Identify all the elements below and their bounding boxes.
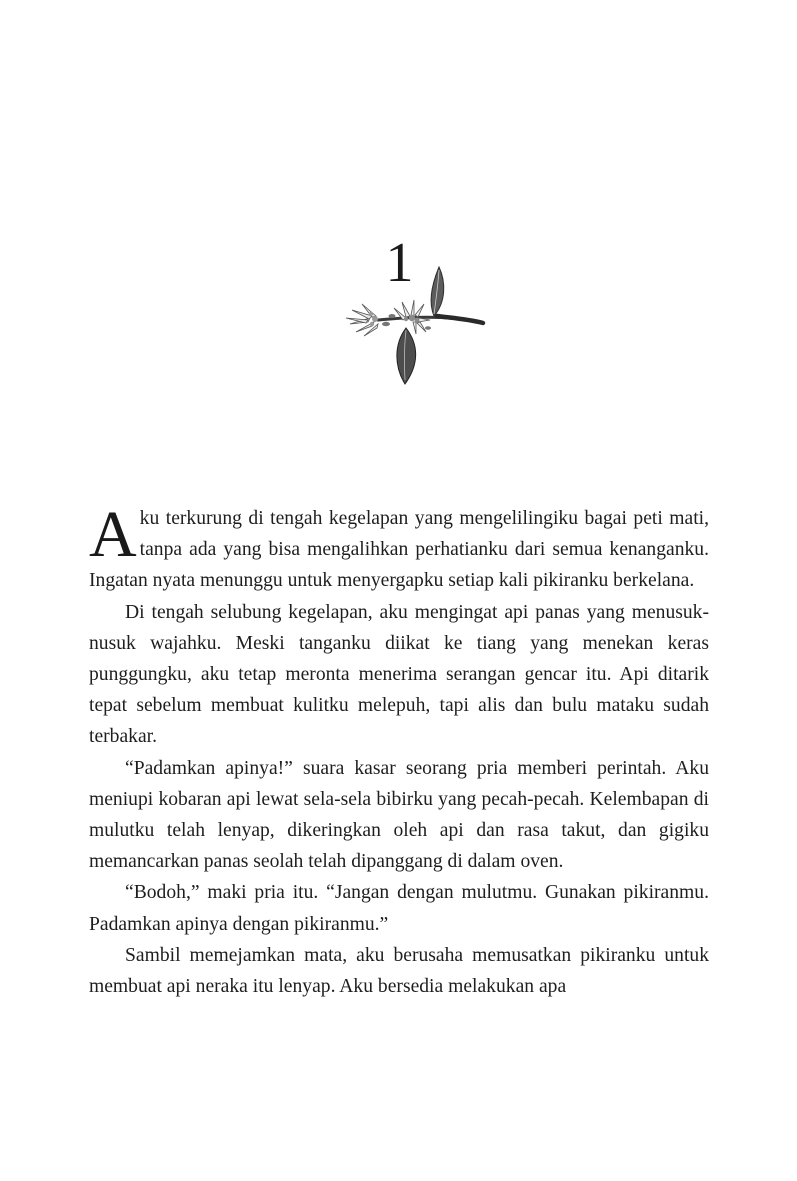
paragraph: Di tengah selubung kegelapan, aku mengingat api panas yang menusuk-nusuk wajahku. Meski tanganku diikat ke tiang yang menekan keras punggungku, aku tetap meronta menerima serangan gencar itu. Api ditarik tepat sebelum membuat kulitku melepuh, tapi alis dan bulu mataku sudah terbakar. — [89, 601, 709, 748]
chapter-body-text — [89, 498, 709, 1002]
drop-cap: A — [89, 498, 137, 571]
chapter-number: 1 — [385, 232, 414, 294]
paragraph — [89, 498, 709, 597]
paragraph: “Bodoh,” maki pria itu. “Jangan dengan mulutmu. Gunakan pikiranmu. Padamkan apinya dengan pikiranmu.” — [89, 882, 709, 935]
paragraph: Sambil memejamkan mata, aku berusaha memusatkan pikiranku untuk membuat api neraka itu lenyap. Aku bersedia melakukan apa — [89, 944, 709, 998]
flowering-branch-icon — [342, 262, 487, 387]
paragraph: “Padamkan apinya!” suara kasar seorang pria memberi perintah. Aku meniupi kobaran api lewat sela-sela bibirku yang pecah-pecah. Kelembapan di mulutku telah lenyap, dikeringkan oleh api dan rasa takut, dan gigiku memancarkan panas seolah telah dipanggang di dalam oven. — [89, 757, 709, 873]
paragraph-text: ku terkurung di tengah kegelapan yang mengelilingiku bagai peti mati, tanpa ada yang bisa mengalihkan perhatianku dari semua kenanganku. Ingatan nyata menunggu untuk menyergapku setiap kali pikiranku berkelana. — [89, 508, 709, 592]
